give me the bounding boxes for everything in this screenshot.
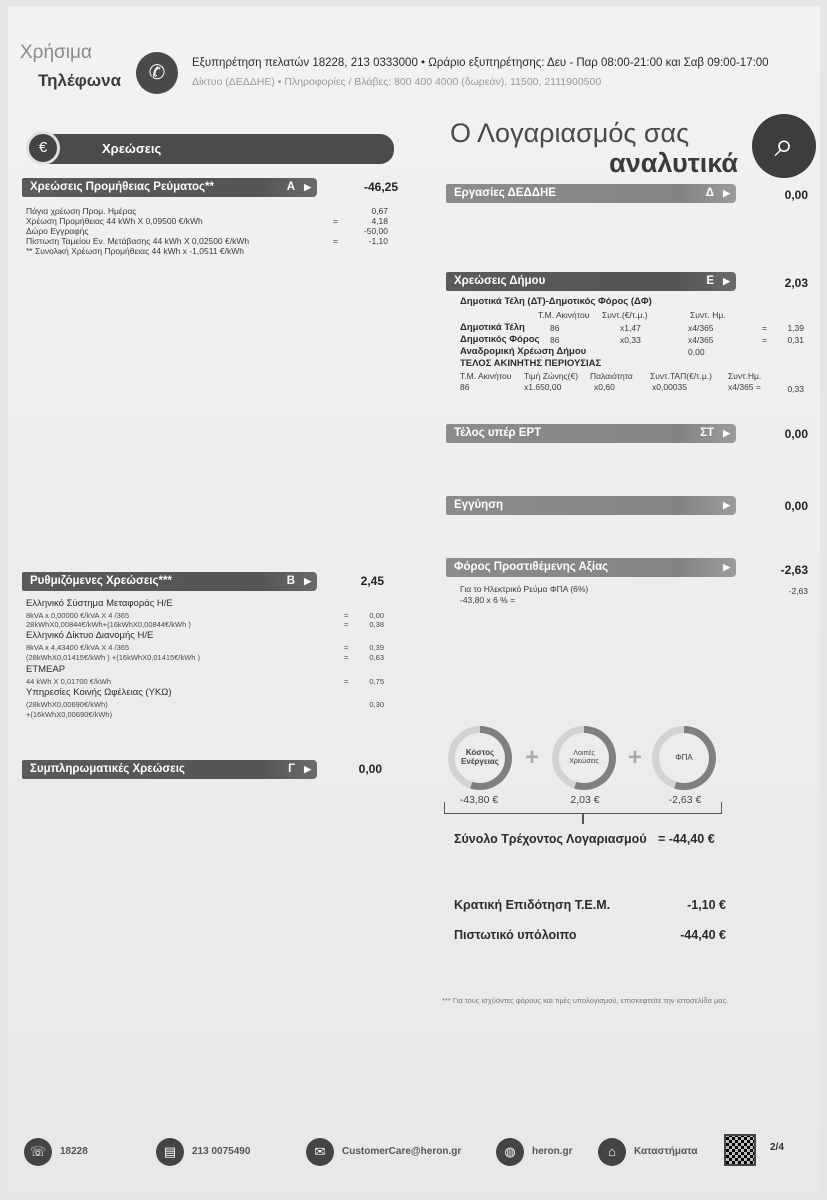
section-bar-municipal	[446, 272, 736, 291]
tap-col-zone: Τιμή Ζώνης(€)	[524, 371, 579, 381]
plus-icon: +	[525, 744, 540, 771]
regulated-row: 8kVA x 4,43400 €/kVA X 4 /365	[26, 643, 130, 652]
municipal-tax-label: Δημοτικός Φόρος	[460, 334, 540, 345]
col-header-coef: Συντ.(€/τ.μ.)	[602, 310, 648, 320]
phone-icon: ☏	[24, 1138, 52, 1166]
municipal-tax-coef: x0,33	[620, 335, 641, 345]
section-bar-deddie	[446, 184, 736, 203]
supply-row-eq: =	[333, 216, 338, 226]
globe-icon: ◍	[496, 1138, 524, 1166]
other-charges-donut	[552, 726, 616, 790]
regulated-row: 8kVA x 0,00000 €/kVA X 4 /365	[26, 611, 130, 620]
supply-row-text: Χρέωση Προμήθειας 44 kWh X 0,09500 €/kWh	[26, 216, 203, 226]
regulated-eq: =	[344, 611, 349, 620]
tap-age: x0,60	[594, 382, 615, 392]
municipal-fees-label: Δημοτικά Τέλη	[460, 322, 525, 333]
arrow-right-icon: ▶	[304, 182, 311, 192]
current-total-label: Σύνολο Τρέχοντος Λογαριασμού	[454, 832, 647, 846]
arrow-right-icon: ▶	[723, 428, 730, 438]
supply-row-value: -50,00	[363, 226, 388, 236]
section-letter: Γ	[288, 763, 295, 775]
section-bar-supplementary	[22, 760, 317, 779]
supplementary-total: 0,00	[358, 762, 382, 776]
energy-cost-value: -43,80 €	[459, 794, 499, 806]
arrow-right-icon: ▶	[723, 188, 730, 198]
regulated-heading: Υπηρεσίες Κοινής Ωφέλειας (ΥΚΩ)	[26, 687, 172, 698]
section-bar-supply	[22, 178, 317, 197]
credit-value: -44,40 €	[680, 928, 726, 942]
regulated-eq: =	[344, 653, 349, 662]
energy-cost-donut	[448, 726, 512, 790]
bracket-stem	[582, 814, 584, 824]
section-bar-guarantee	[446, 496, 736, 515]
municipal-tax-area: 86	[550, 335, 560, 345]
useful-title-line1: Χρήσιμα	[20, 42, 92, 63]
regulated-value: 0,75	[369, 677, 384, 686]
vat-value: -2,63 €	[668, 794, 702, 806]
arrow-right-icon: ▶	[723, 500, 730, 510]
municipal-tax-days: x4/365	[688, 335, 714, 345]
tap-coef: x0,00035	[652, 382, 687, 392]
supply-row-value: -1,10	[368, 236, 388, 246]
section-label: Χρεώσεις Δήμου	[454, 275, 546, 287]
supply-row-text: Πίστωση Ταμείου Εν. Μετάβασης 44 kWh X 0,02500 €/kWh	[26, 236, 250, 246]
tap-col-area: Τ.Μ. Ακινήτου	[460, 371, 512, 381]
section-letter: Δ	[705, 187, 714, 199]
municipal-total: 2,03	[784, 276, 808, 290]
deddie-total: 0,00	[784, 188, 808, 202]
arrow-right-icon: ▶	[723, 562, 730, 572]
phone-icon: ✆	[136, 52, 178, 94]
regulated-heading: Ελληνικό Δίκτυο Διανομής Η/Ε	[26, 630, 154, 641]
municipal-fees-area: 86	[550, 323, 560, 333]
regulated-value: 0,63	[369, 653, 384, 662]
vat-line-value: -2,63	[788, 586, 808, 596]
regulated-value: 0,30	[369, 700, 384, 709]
vat-line: Για το Ηλεκτρικό Ρεύμα ΦΠΑ (6%)	[460, 584, 589, 594]
guarantee-total: 0,00	[784, 499, 808, 513]
regulated-eq: =	[344, 677, 349, 686]
regulated-value: 0,39	[369, 643, 384, 652]
supply-total-note: ** Συνολική Χρέωση Προμήθειας 44 kWh x -1,0511 €/kWh	[26, 246, 244, 256]
donut-label: ΦΠΑ	[659, 733, 709, 783]
useful-title-line2: Τηλέφωνα	[38, 71, 122, 90]
regulated-row: +(16kWhX0,00690€/kWh)	[26, 710, 113, 719]
supply-row-value: 4,18	[371, 216, 388, 226]
footer-fax[interactable]: 213 0075490	[192, 1146, 251, 1157]
subsidy-label: Κρατική Επιδότηση Τ.Ε.Μ.	[454, 898, 611, 912]
supply-row-eq: =	[333, 236, 338, 246]
qr-code	[724, 1134, 756, 1166]
arrow-right-icon: ▶	[304, 764, 311, 774]
store-icon: ⌂	[598, 1138, 626, 1166]
section-letter: ΣΤ	[700, 427, 714, 439]
current-total-value: = -44,40 €	[658, 832, 715, 846]
donut-label: Λοιπές Χρεώσεις	[559, 733, 609, 783]
page-number: 2/4	[770, 1142, 784, 1153]
section-label: Ρυθμιζόμενες Χρεώσεις***	[30, 575, 172, 587]
footnote: *** Για τους ισχύοντες φόρους και τιμές υπολογισμού, επισκεφτείτε την ιστοσελίδα μας.	[442, 996, 729, 1005]
plus-icon: +	[628, 744, 643, 771]
section-letter: Ε	[706, 275, 714, 287]
supply-total: -46,25	[363, 180, 398, 194]
network-info: Δίκτυο (ΔΕΔΔΗΕ) • Πληροφορίες / Βλάβες: 800 400 4000 (δωρεάν), 11500, 2111900500	[192, 76, 602, 88]
fax-icon: ▤	[156, 1138, 184, 1166]
supply-row-text: Δώρο Εγγραφής	[26, 226, 89, 236]
retro-label: Αναδρομική Χρέωση Δήμου	[460, 346, 587, 357]
section-label: Εγγύηση	[454, 499, 504, 511]
municipal-fees-days: x4/365	[688, 323, 714, 333]
regulated-eq: =	[344, 620, 349, 629]
regulated-row: 28kWhX0,00844€/kWh+(16kWhX0,00844€/kWh )	[26, 620, 191, 629]
magnifier-icon: ⌕	[752, 114, 816, 178]
retro-value: 0,00	[688, 347, 705, 357]
regulated-row: 44 kWh X 0,01700 €/kWh	[26, 677, 112, 686]
tap-title: ΤΕΛΟΣ ΑΚΙΝΗΤΗΣ ΠΕΡΙΟΥΣΙΑΣ	[460, 358, 602, 369]
section-bar-vat	[446, 558, 736, 577]
tap-days: x4/365 =	[728, 382, 761, 392]
arrow-right-icon: ▶	[304, 576, 311, 586]
envelope-icon: ✉	[306, 1138, 334, 1166]
tap-value: 0,33	[787, 384, 804, 394]
tap-col-days: Συντ.Ημ.	[728, 371, 762, 381]
footer-phone[interactable]: 18228	[60, 1146, 88, 1157]
section-bar-regulated	[22, 572, 317, 591]
charges-header: Χρεώσεις	[44, 134, 394, 164]
other-charges-value: 2,03 €	[570, 794, 600, 806]
section-label: Συμπληρωματικές Χρεώσεις	[30, 763, 185, 775]
arrow-right-icon: ▶	[723, 276, 730, 286]
municipal-subtitle: Δημοτικά Τέλη (ΔΤ)-Δημοτικός Φόρος (ΔΦ)	[460, 296, 652, 307]
section-bar-ert	[446, 424, 736, 443]
section-label: Εργασίες ΔΕΔΔΗΕ	[454, 187, 556, 199]
ert-total: 0,00	[784, 427, 808, 441]
col-header-days: Συντ. Ημ.	[690, 310, 726, 320]
tap-area: 86	[460, 382, 470, 392]
credit-label: Πιστωτικό υπόλοιπο	[454, 928, 577, 942]
page-title: Ο Λογαριασμός σας	[450, 118, 690, 148]
tap-col-age: Παλαιότητα	[590, 371, 633, 381]
tap-col-coef: Συντ.ΤΑΠ(€/τ.μ.)	[650, 371, 712, 381]
regulated-value: 0,38	[369, 620, 384, 629]
section-label: Φόρος Προστιθέμενης Αξίας	[454, 561, 609, 573]
coins-icon: €	[26, 131, 60, 165]
regulated-heading: ΕΤΜΕΑΡ	[26, 664, 66, 675]
municipal-fees-value: 1,39	[787, 323, 804, 333]
municipal-fees-coef: x1,47	[620, 323, 641, 333]
vat-donut	[652, 726, 716, 790]
regulated-value: 0,00	[369, 611, 384, 620]
page-subtitle: αναλυτικά	[609, 148, 738, 178]
municipal-tax-value: 0,31	[787, 335, 804, 345]
regulated-heading: Ελληνικό Σύστημα Μεταφοράς Η/Ε	[26, 598, 173, 609]
section-letter: Β	[286, 575, 295, 587]
tap-zone: x1.650,00	[524, 382, 562, 392]
col-header-area: Τ.Μ. Ακινήτου	[538, 310, 590, 320]
section-label: Τέλος υπέρ ΕΡΤ	[454, 427, 542, 439]
footer-website[interactable]: heron.gr	[532, 1146, 573, 1157]
subsidy-value: -1,10 €	[687, 898, 726, 912]
vat-calc: -43,80 x 6 % =	[460, 595, 516, 605]
footer-email[interactable]: CustomerCare@heron.gr	[342, 1146, 462, 1157]
supply-row-text: Πάγια χρέωση Προμ. Ημέρας	[26, 206, 137, 216]
donut-label: Κόστος Ενέργειας	[455, 733, 505, 783]
municipal-tax-eq: =	[762, 335, 767, 345]
supply-row-value: 0,67	[371, 206, 388, 216]
footer-stores[interactable]: Καταστήματα	[634, 1146, 698, 1157]
regulated-total: 2,45	[360, 574, 384, 588]
service-hours: Εξυπηρέτηση πελατών 18228, 213 0333000 • Ωράριο εξυπηρέτησης: Δευ - Παρ 08:00-21:00 και Σαβ 09:00-17:00	[192, 57, 769, 69]
section-letter: Α	[286, 181, 295, 193]
regulated-eq: =	[344, 643, 349, 652]
regulated-row: (28kWhX0,01415€/kWh ) +(16kWhX0,01415€/kWh )	[26, 653, 201, 662]
bill-page	[8, 6, 820, 1192]
vat-total: -2,63	[780, 563, 808, 577]
regulated-row: (28kWhX0,00690€/kWh)	[26, 700, 108, 709]
section-label: Χρεώσεις Προμήθειας Ρεύματος**	[30, 181, 214, 193]
municipal-fees-eq: =	[762, 323, 767, 333]
